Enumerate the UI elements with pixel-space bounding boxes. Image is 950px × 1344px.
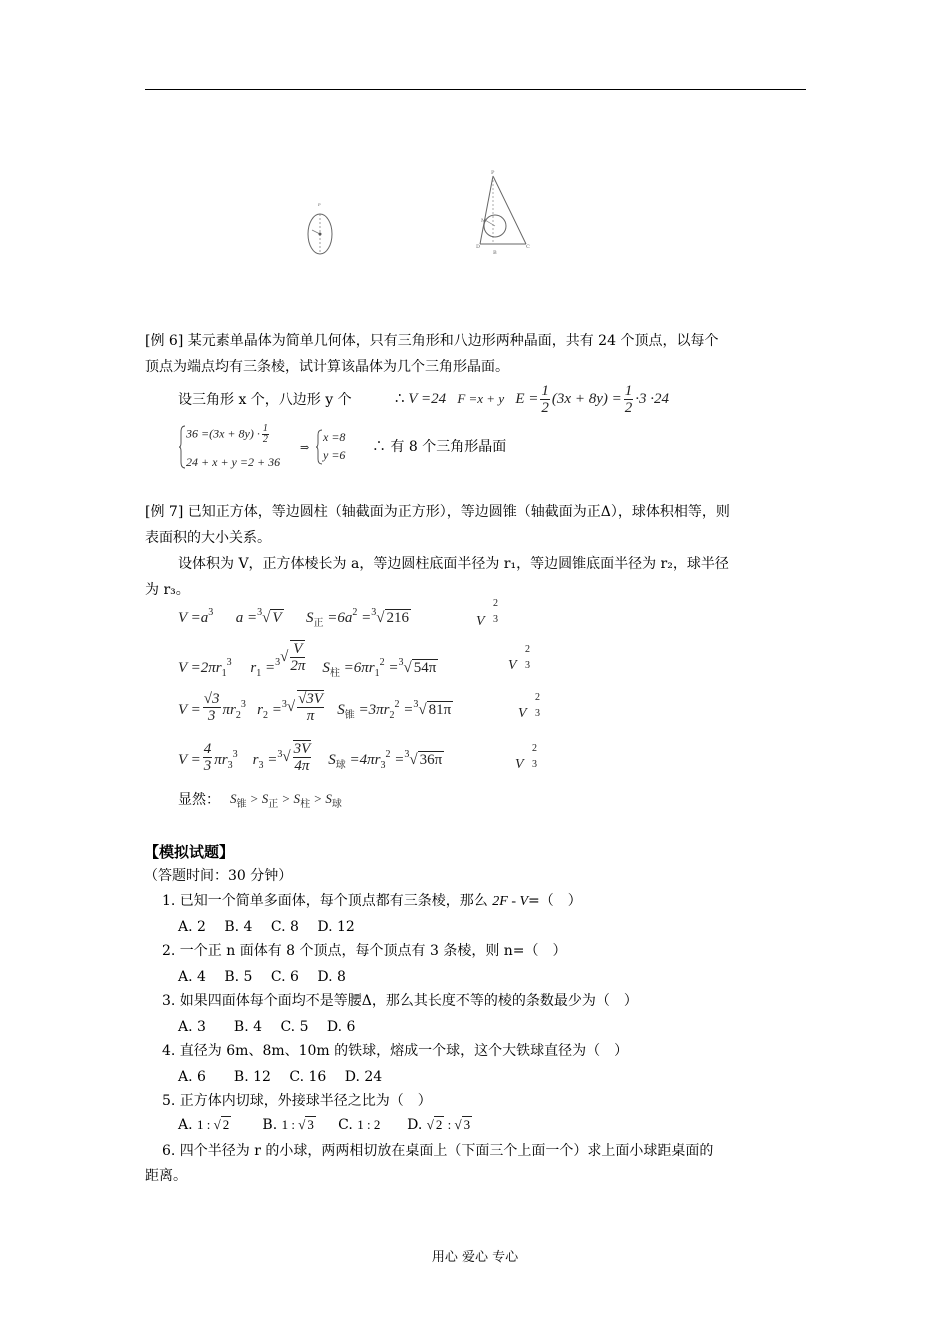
question-6-cont: 距离。 <box>145 1168 187 1184</box>
svg-text:P: P <box>318 202 321 207</box>
question-1-options: A. 2 B. 4 C. 8 D. 12 <box>178 919 355 935</box>
example7-line3: 设体积为 V，正方体棱长为 a，等边圆柱底面半径为 r₁，等边圆锥底面半径为 r₂，球半径 <box>178 556 729 572</box>
svg-text:B: B <box>493 250 497 256</box>
question-4: 4. 直径为 6m、8m、10m 的铁球，熔成一个球，这个大铁球直径为（ ） <box>162 1043 629 1059</box>
system-equation-1: 36 =(3x + 8y) · $\frac{1}{2}$ <box>186 423 268 445</box>
question-5-options: A. 1 : √ 2 B. 1 : √ 3 C. 1 : 2 D. √ 2 : √ 3 <box>178 1117 471 1133</box>
question-2-options: A. 4 B. 5 C. 6 D. 8 <box>178 969 346 985</box>
example7-line2: 表面积的大小关系。 <box>145 530 271 546</box>
svg-text:D: D <box>476 244 481 250</box>
obvious-label: 显然： <box>178 792 220 808</box>
example7-line1: [例 7] 已知正方体，等边圆柱（轴截面为正方形），等边圆锥（轴截面为正Δ），球体积相等，则 <box>145 504 730 520</box>
cube-power: V 2 3 <box>476 598 498 629</box>
sphere-power: V 2 3 <box>515 743 537 772</box>
svg-text:M: M <box>481 218 487 224</box>
svg-text:C: C <box>526 244 530 250</box>
question-1: 1. 已知一个简单多面体，每个顶点都有三条棱，那么 2F - V=（ ） <box>162 893 582 909</box>
example6-conclusion: ∴ 有 8 个三角形晶面 <box>372 439 507 455</box>
question-3: 3. 如果四面体每个面均不是等腰Δ，那么其长度不等的棱的条数最少为（ ） <box>162 993 638 1009</box>
example6-line2: 顶点为端点均有三条棱，试计算该晶体为几个三角形晶面。 <box>145 359 509 375</box>
system-brace-right <box>315 428 323 466</box>
cylinder-power: V 2 3 <box>508 644 530 673</box>
system-equation-2: 24 + x + y =2 + 36 <box>186 455 281 469</box>
header-rule <box>145 89 806 90</box>
example6-setup: 设三角形 x 个，八边形 y 个 <box>178 392 352 408</box>
mock-title: 【模拟试题】 <box>144 843 235 861</box>
sphere-formula: V = $\frac{4}{3}$ $\pi r_3^3$ $r_3 =^3√$ $\frac{3V}{4\pi}$ $S_球 =4\pi r_3^2 =^3√$ 36π <box>178 740 443 774</box>
question-5: 5. 正方体内切球，外接球半径之比为（ ） <box>162 1093 432 1109</box>
mock-time: （答题时间：30 分钟） <box>144 868 293 884</box>
system-brace-left <box>178 424 186 470</box>
area-comparison: $S_锥 > S_正 > S_柱 > S_球$ <box>230 791 342 810</box>
question-3-options: A. 3 B. 4 C. 5 D. 6 <box>178 1019 356 1035</box>
circle-figure <box>300 196 340 258</box>
question-2: 2. 一个正 n 面体有 8 个顶点，每个顶点有 3 条棱，则 n=（ ） <box>162 943 567 959</box>
cone-figure <box>474 168 536 258</box>
cone-formula: V = $\frac{√3}{3}$ $\pi r_2^3$ $r_2 =^3√$ $\frac{√3V}{\pi}$ $S_锥 =3\pi r_2^2 =^3√$ 81π <box>178 690 452 724</box>
cube-formula: $V =a^3$ a =$^3$√ V $S_正 =6a^2 =^3√$ 216 <box>178 607 410 629</box>
svg-text:P: P <box>491 170 495 176</box>
page-footer: 用心 爱心 专心 <box>431 1250 519 1265</box>
cylinder-formula: $V =2\pi r_1^3$ $r_1 =^3√$ $\frac{V}{2\pi}$ $S_柱 =6\pi r_1^2 =^3√$ 54π <box>178 641 437 680</box>
system-solution: x =8 y =6 <box>323 430 346 462</box>
implies-arrow: ⇒ <box>300 442 310 454</box>
cone-power: V 2 3 <box>518 692 540 721</box>
question-4-options: A. 6 B. 12 C. 16 D. 24 <box>178 1069 383 1085</box>
example7-line4: 为 r₃。 <box>145 582 190 598</box>
example6-line1: [例 6] 某元素单晶体为简单几何体，只有三角形和八边形两种晶面，共有 24 个顶点，以每个 <box>145 333 719 349</box>
question-6: 6. 四个半径为 r 的小球，两两相切放在桌面上（下面三个上面一个）求上面小球距桌面的 <box>162 1143 714 1159</box>
example6-formulas: ∴ V =24 F =x + y E = $\frac{1}{2}$ (3x + 8y) = $\frac{1}{2}$ ·3 ·24 <box>395 383 669 416</box>
